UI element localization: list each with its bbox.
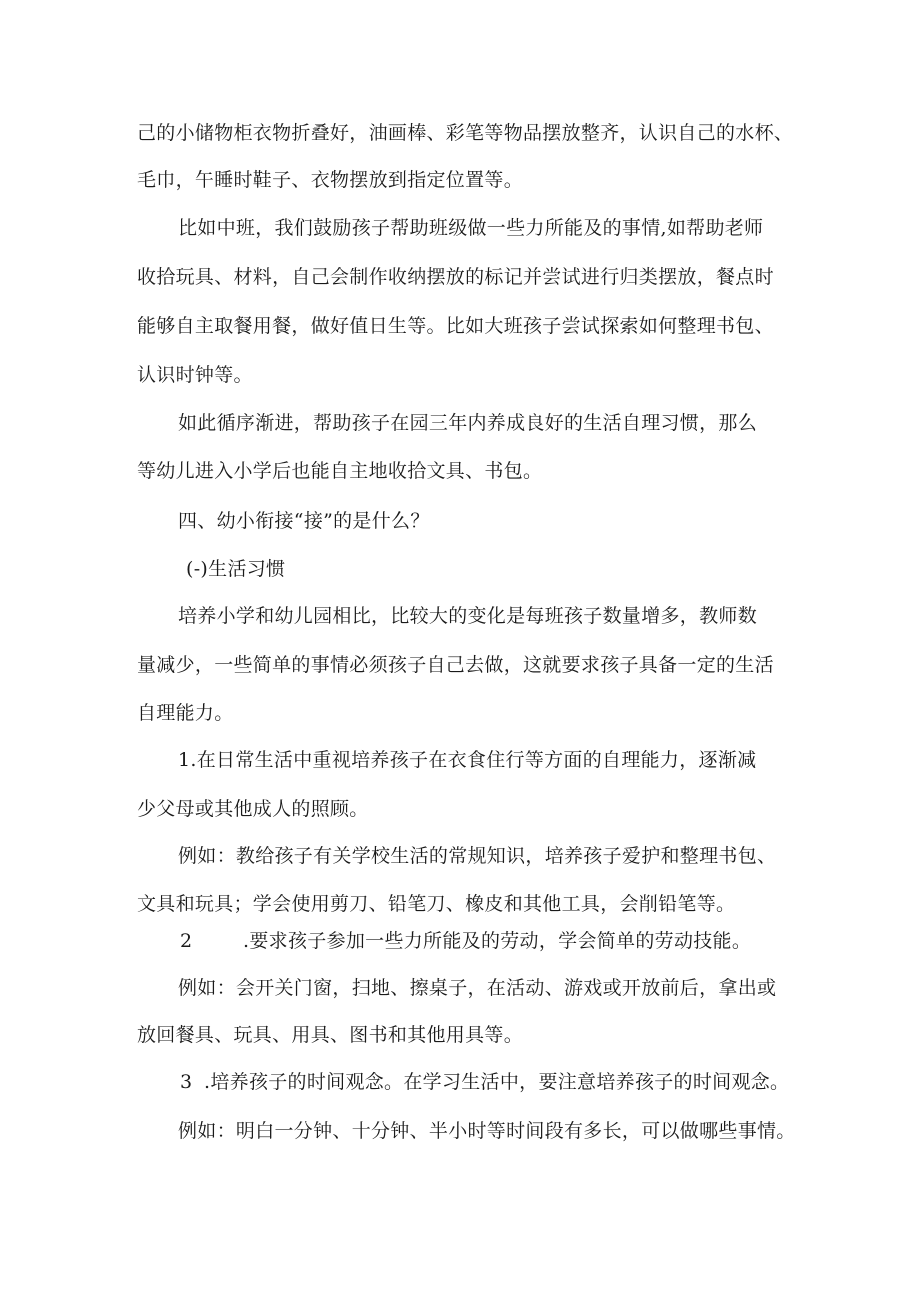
text-line: 如此循序渐进，帮助孩子在园三年内养成良好的生活自理习惯，那么 [178, 412, 758, 434]
text-line: 能够自主取餐用餐，做好值日生等。比如大班孩子尝试探索如何整理书包、 [137, 315, 774, 337]
text-line: 量减少，一些简单的事情必须孩子自己去做，这就要求孩子具备一定的生活 [137, 654, 774, 676]
text-line: 自理能力。 [137, 702, 234, 724]
text-line: 例如：会开关门窗，扫地、擦桌子，在活动、游戏或开放前后，拿出或 [178, 977, 777, 999]
text-line: 文具和玩具；学会使用剪刀、铅笔刀、橡皮和其他工具，会削铅笔等。 [137, 893, 736, 915]
section-heading: 四、幼小衔接“接”的是什么？ [178, 510, 430, 532]
text-line: 放回餐具、玩具、用具、图书和其他用具等。 [137, 1024, 524, 1046]
text-line: 比如中班，我们鼓励孩子帮助班级做一些力所能及的事情,如帮助老师 [178, 217, 764, 239]
text-line: 1.在日常生活中重视培养孩子在衣食住行等方面的自理能力，逐渐减 [178, 749, 757, 771]
subsection-heading: (-)生活习惯 [186, 558, 286, 580]
text-line: 例如：教给孩子有关学校生活的常规知识，培养孩子爱护和整理书包、 [178, 845, 777, 867]
list-number: 2 [180, 930, 193, 952]
list-number: 3 [180, 1071, 193, 1093]
text-line: 认识时钟等。 [137, 364, 253, 386]
text-line: 等幼儿进入小学后也能自主地收拾文具、书包。 [137, 460, 543, 482]
text-line: 少父母或其他成人的照顾。 [137, 798, 369, 820]
text-line: 毛巾，午睡时鞋子、衣物摆放到指定位置等。 [137, 169, 524, 191]
text-line: 己的小储物柜衣物折叠好，油画棒、彩笔等物品摆放整齐，认识自己的水杯、 [137, 122, 794, 144]
text-line: .培养孩子的时间观念。在学习生活中，要注意培养孩子的时间观念。 [204, 1071, 790, 1093]
text-line: 收拾玩具、材料，自己会制作收纳摆放的标记并尝试进行归类摆放，餐点时 [137, 266, 774, 288]
text-line: .要求孩子参加一些力所能及的劳动，学会简单的劳动技能。 [243, 930, 752, 952]
text-line: 培养小学和幼儿园相比，比较大的变化是每班孩子数量增多，教师数 [178, 605, 758, 627]
text-line: 例如：明白一分钟、十分钟、半小时等时间段有多长，可以做哪些事情。 [178, 1120, 796, 1142]
